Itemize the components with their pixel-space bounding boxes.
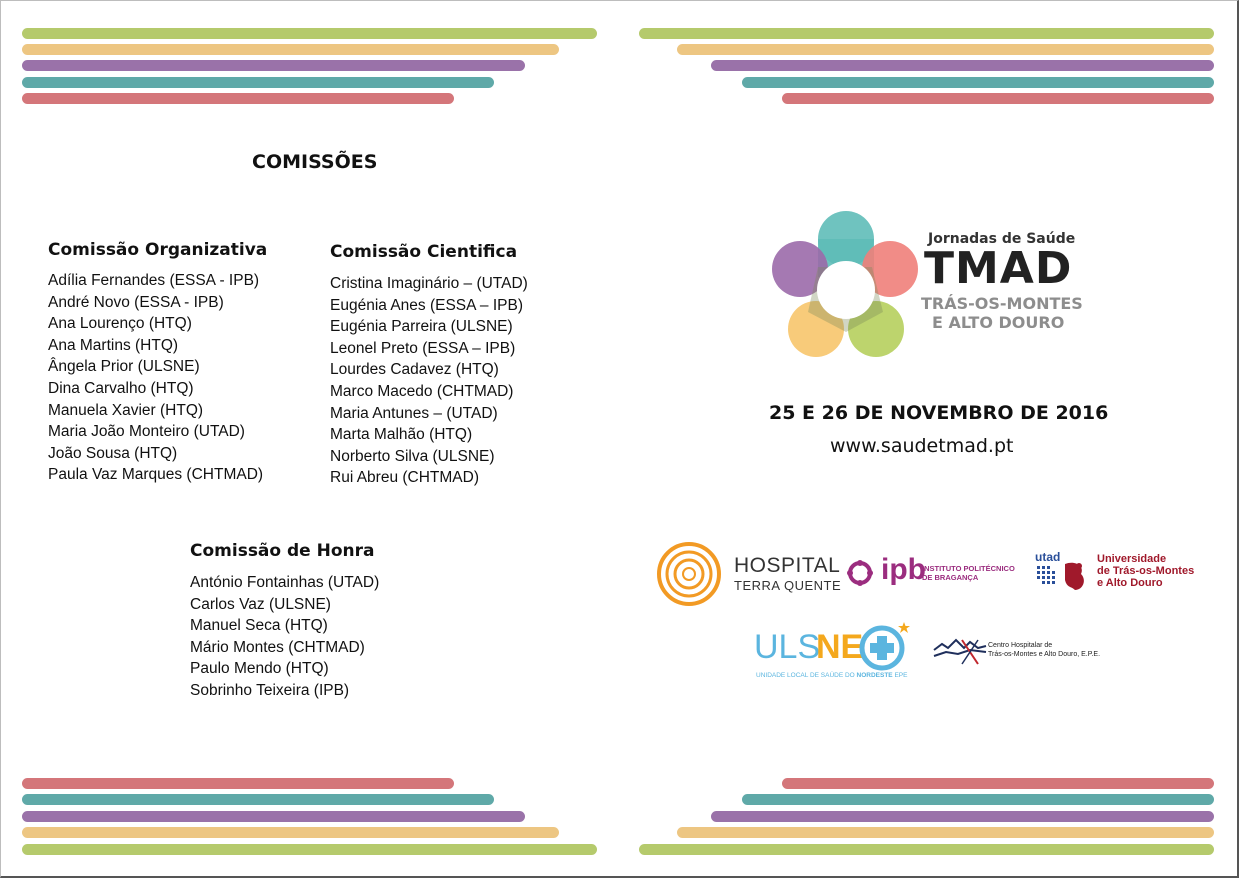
list-item: Ana Lourenço (HTQ) [48,315,192,333]
chtmad-name-line1: Centro Hospitalar de [988,642,1053,649]
list-item: João Sousa (HTQ) [48,444,178,462]
list-item: Mário Montes (CHTMAD) [190,638,365,656]
list-item: Sobrinho Teixeira (IPB) [190,681,350,699]
ulsne-mark-ne: NE [816,628,864,666]
list-item: Eugénia Anes (ESSA – IPB) [330,296,524,314]
ipb-emblem-icon [845,558,885,588]
list-item: Maria João Monteiro (UTAD) [48,423,245,441]
ulsne-subtitle [756,672,907,679]
list-item: Ângela Prior (ULSNE) [48,358,200,376]
event-logo [768,205,1098,360]
sun-ring-icon [656,541,722,607]
chtmad-logo [932,636,1122,670]
utad-name-line1: Universidade [1097,553,1167,565]
plus-cross-icon [858,622,910,672]
list-item: Paulo Mendo (HTQ) [190,660,329,678]
logo-region-line1: TRÁS-OS-MONTES [921,294,1083,313]
list-item: Paula Vaz Marques (CHTMAD) [48,466,264,484]
list-item: Cristina Imaginário – (UTAD) [330,275,528,292]
utad-emblem-icon [1035,560,1093,594]
flower-icon [768,207,920,359]
organizing-committee-title: Comissão Organizativa [48,240,268,260]
utad-name-line2: de Trás-os-Montes [1097,565,1195,577]
list-item: Marco Macedo (CHTMAD) [330,382,514,400]
list-item: Adília Fernandes (ESSA - IPB) [48,272,260,289]
mountain-lines-icon [932,636,988,666]
list-item: André Novo (ESSA - IPB) [48,293,224,311]
list-item: Rui Abreu (CHTMAD) [330,469,479,487]
honor-committee-title: Comissão de Honra [190,541,375,561]
list-item: Maria Antunes – (UTAD) [330,404,498,422]
ipb-name-line1: INSTITUTO POLITÉCNICO [922,564,1015,573]
list-item: Ana Martins (HTQ) [48,336,179,354]
organizing-committee-list [48,270,263,486]
list-item: Manuel Seca (HTQ) [190,617,328,635]
scientific-committee-list [330,273,528,489]
logo-main-text: TMAD [924,243,1073,294]
honor-committee-list [190,572,379,702]
list-item: Lourdes Cadavez (HTQ) [330,361,499,379]
ipb-logo [845,553,1025,590]
list-item: Leonel Preto (ESSA – IPB) [330,339,516,357]
logo-subtitle: Jornadas de Saúde [928,231,1076,247]
utad-logo [1035,550,1205,592]
utad-name-line3: e Alto Douro [1097,577,1163,589]
website-link[interactable]: www.saudetmad.pt [830,435,1014,457]
ulsne-mark-uls: ULS [754,628,821,666]
ulsne-subtitle-part: EPE [892,672,908,679]
ulsne-logo [754,622,914,686]
list-item: Norberto Silva (ULSNE) [330,447,495,465]
list-item: Manuela Xavier (HTQ) [48,401,204,419]
ulsne-subtitle-part: UNIDADE LOCAL DE SAÚDE DO [756,672,857,679]
list-item: António Fontainhas (UTAD) [190,574,380,591]
event-date: 25 E 26 DE NOVEMBRO DE 2016 [769,402,1109,424]
list-item: Marta Malhão (HTQ) [330,426,473,444]
list-item: Eugénia Parreira (ULSNE) [330,318,513,336]
hospital-subname: TERRA QUENTE [734,578,842,593]
list-item: Carlos Vaz (ULSNE) [190,595,331,613]
logo-region-line2: E ALTO DOURO [932,313,1065,332]
hospital-terra-quente-logo [656,541,842,609]
committees-title: COMISSÕES [252,151,378,173]
chtmad-name-line2: Trás-os-Montes e Alto Douro, E.P.E. [988,651,1101,658]
ipb-name-line2: DE BRAGANÇA [922,573,979,582]
utad-mark: utad [1035,550,1061,564]
scientific-committee-title: Comissão Cientifica [330,242,518,262]
hospital-name: HOSPITAL [734,554,841,577]
ulsne-subtitle-bold: NORDESTE [856,672,893,679]
list-item: Dina Carvalho (HTQ) [48,379,194,397]
ipb-mark: ipb [881,553,926,586]
